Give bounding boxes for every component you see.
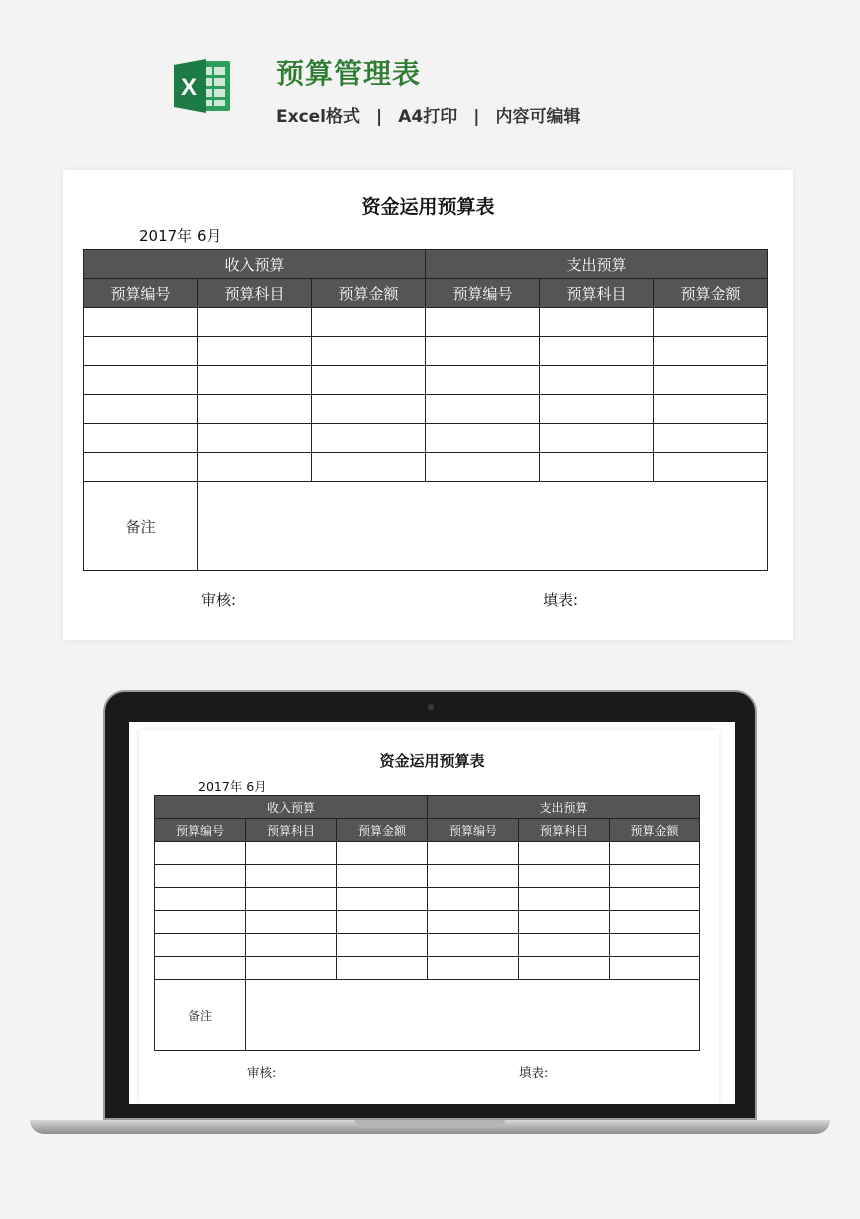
table-cell bbox=[246, 911, 337, 934]
table-cell bbox=[519, 957, 610, 980]
table-cell[interactable] bbox=[426, 366, 540, 395]
table-cell bbox=[428, 911, 519, 934]
table-cell[interactable] bbox=[426, 337, 540, 366]
table-cell bbox=[246, 957, 337, 980]
table-cell[interactable] bbox=[312, 453, 426, 482]
column-header: 预算金额 bbox=[312, 279, 426, 308]
table-cell[interactable] bbox=[540, 453, 654, 482]
column-header: 预算金额 bbox=[610, 819, 700, 842]
screen-sheet-title: 资金运用预算表 bbox=[379, 752, 485, 770]
reviewer-label: 审核: bbox=[201, 591, 237, 609]
table-cell bbox=[428, 888, 519, 911]
tag-separator: | bbox=[376, 107, 383, 127]
table-cell bbox=[246, 888, 337, 911]
table-cell bbox=[337, 842, 428, 865]
table-cell[interactable] bbox=[654, 308, 768, 337]
table-cell[interactable] bbox=[540, 308, 654, 337]
column-header: 预算科目 bbox=[519, 819, 610, 842]
laptop-screen bbox=[129, 722, 735, 1104]
table-row bbox=[84, 337, 768, 366]
table-cell bbox=[428, 865, 519, 888]
column-header: 预算编号 bbox=[84, 279, 198, 308]
camera-icon bbox=[428, 704, 434, 710]
table-cell[interactable] bbox=[312, 424, 426, 453]
table-cell[interactable] bbox=[198, 424, 312, 453]
remark-label: 备注 bbox=[84, 482, 198, 571]
table-row bbox=[155, 957, 700, 980]
table-cell[interactable] bbox=[426, 453, 540, 482]
table-cell bbox=[519, 911, 610, 934]
table-cell bbox=[428, 934, 519, 957]
table-row bbox=[84, 395, 768, 424]
table-cell[interactable] bbox=[654, 337, 768, 366]
sheet-title: 资金运用预算表 bbox=[361, 196, 495, 218]
table-cell bbox=[337, 911, 428, 934]
remark-field[interactable] bbox=[198, 482, 768, 571]
table-row bbox=[84, 453, 768, 482]
table-cell bbox=[337, 888, 428, 911]
table-cell[interactable] bbox=[84, 424, 198, 453]
column-header: 预算科目 bbox=[246, 819, 337, 842]
column-header: 预算科目 bbox=[540, 279, 654, 308]
column-header: 预算编号 bbox=[428, 819, 519, 842]
table-row bbox=[84, 308, 768, 337]
table-cell bbox=[246, 934, 337, 957]
table-cell[interactable] bbox=[84, 395, 198, 424]
table-cell bbox=[246, 842, 337, 865]
screen-budget-table bbox=[154, 795, 700, 1051]
table-cell bbox=[155, 842, 246, 865]
column-header: 预算科目 bbox=[198, 279, 312, 308]
table-cell[interactable] bbox=[654, 424, 768, 453]
table-row bbox=[155, 888, 700, 911]
table-cell bbox=[519, 888, 610, 911]
laptop-notch bbox=[355, 1120, 505, 1126]
table-cell bbox=[155, 888, 246, 911]
table-row bbox=[84, 366, 768, 395]
table-cell bbox=[519, 842, 610, 865]
table-cell[interactable] bbox=[84, 337, 198, 366]
table-row bbox=[155, 842, 700, 865]
table-cell[interactable] bbox=[198, 366, 312, 395]
tag-editable: 内容可编辑 bbox=[495, 107, 581, 127]
table-cell bbox=[610, 865, 700, 888]
reviewer-label: 审核: bbox=[247, 1065, 277, 1080]
svg-text:X: X bbox=[180, 74, 198, 101]
sheet-date: 2017年 6月 bbox=[139, 227, 222, 245]
sheet-preview bbox=[63, 170, 793, 640]
group-expense: 支出预算 bbox=[426, 250, 768, 279]
laptop-mockup bbox=[0, 680, 860, 1160]
remark-field bbox=[246, 980, 700, 1051]
table-cell[interactable] bbox=[312, 308, 426, 337]
table-cell bbox=[610, 842, 700, 865]
column-header: 预算金额 bbox=[654, 279, 768, 308]
table-cell bbox=[610, 911, 700, 934]
table-cell[interactable] bbox=[312, 337, 426, 366]
table-cell bbox=[155, 865, 246, 888]
table-cell[interactable] bbox=[312, 366, 426, 395]
product-header bbox=[0, 0, 860, 150]
table-cell[interactable] bbox=[540, 395, 654, 424]
table-cell bbox=[428, 842, 519, 865]
table-row bbox=[155, 934, 700, 957]
column-header: 预算金额 bbox=[337, 819, 428, 842]
table-row bbox=[84, 424, 768, 453]
table-cell[interactable] bbox=[540, 337, 654, 366]
column-header: 预算编号 bbox=[426, 279, 540, 308]
group-income: 收入预算 bbox=[155, 796, 428, 819]
table-cell[interactable] bbox=[84, 308, 198, 337]
budget-table bbox=[83, 249, 768, 571]
format-tags bbox=[276, 102, 580, 127]
table-cell[interactable] bbox=[426, 308, 540, 337]
table-cell bbox=[610, 957, 700, 980]
table-cell bbox=[337, 934, 428, 957]
table-cell bbox=[519, 934, 610, 957]
table-cell bbox=[337, 865, 428, 888]
table-cell bbox=[246, 865, 337, 888]
table-row bbox=[155, 865, 700, 888]
column-header: 预算编号 bbox=[155, 819, 246, 842]
remark-label: 备注 bbox=[155, 980, 246, 1051]
table-cell[interactable] bbox=[312, 395, 426, 424]
table-cell bbox=[337, 957, 428, 980]
table-cell[interactable] bbox=[84, 366, 198, 395]
table-cell[interactable] bbox=[198, 337, 312, 366]
table-cell bbox=[155, 957, 246, 980]
table-cell[interactable] bbox=[654, 395, 768, 424]
tag-format: Excel格式 bbox=[276, 107, 361, 127]
table-cell bbox=[428, 957, 519, 980]
table-cell[interactable] bbox=[198, 395, 312, 424]
filler-label: 填表: bbox=[519, 1065, 549, 1080]
group-expense: 支出预算 bbox=[428, 796, 700, 819]
table-cell bbox=[155, 911, 246, 934]
table-cell[interactable] bbox=[540, 424, 654, 453]
tag-separator: | bbox=[473, 107, 480, 127]
table-cell[interactable] bbox=[426, 395, 540, 424]
table-cell bbox=[519, 865, 610, 888]
table-cell bbox=[610, 934, 700, 957]
screen-sheet-date: 2017年 6月 bbox=[198, 779, 267, 794]
table-cell bbox=[155, 934, 246, 957]
table-cell[interactable] bbox=[198, 308, 312, 337]
page-title: 预算管理表 bbox=[276, 57, 422, 90]
group-income: 收入预算 bbox=[84, 250, 426, 279]
table-cell[interactable] bbox=[654, 453, 768, 482]
filler-label: 填表: bbox=[543, 591, 579, 609]
excel-icon bbox=[172, 55, 234, 117]
table-cell bbox=[610, 888, 700, 911]
table-cell[interactable] bbox=[426, 424, 540, 453]
table-cell[interactable] bbox=[654, 366, 768, 395]
table-cell[interactable] bbox=[198, 453, 312, 482]
table-cell[interactable] bbox=[84, 453, 198, 482]
table-row bbox=[155, 911, 700, 934]
tag-print: A4打印 bbox=[398, 107, 458, 127]
table-cell[interactable] bbox=[540, 366, 654, 395]
